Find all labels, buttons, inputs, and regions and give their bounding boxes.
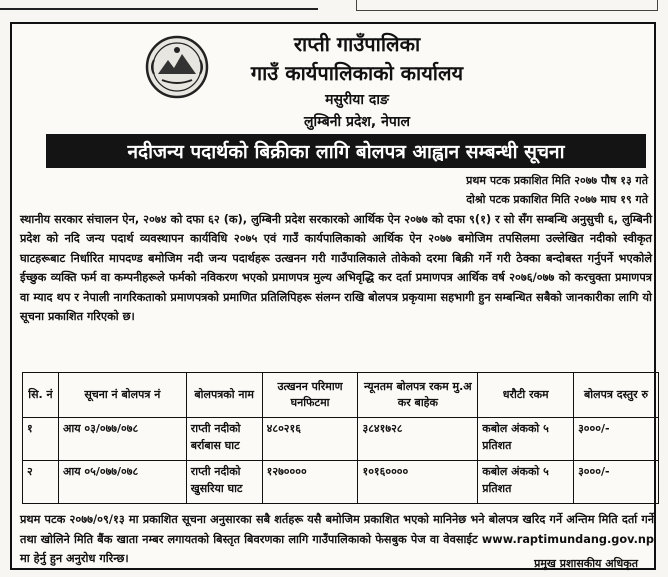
notice-body: स्थानीय सरकार संचालन ऐन, २०७४ को दफा ६२ (क), लुम्बिनी प्रदेश सरकारको आर्थिक ऐन २०७७ को दफा ९(१) र सो सँग सम्बन्धि अनुसुची ६, लुम्बिनी प्रदेश को नदि जन्य पदार्थ व्यवस्थापन कार्यविधि २०७५ एवं गाउँ कार्यपालिकाको आर्थिक ऐन २०७७ बमोजिम तपसिलमा उल्लेखित नदीको स्वीकृत घाटहरूबाट निर्धारित मापदण्ड बमोजिम नदी जन्य पदार्थहरू उत्खनन गरी गाउँपालिकाले तोकेको दरमा बिक्री गर्ने गरी ठेक्का बन्दोबस्त गर्नुपर्ने भएकोले ईच्छुक व्यक्ति फर्म वा कम्पनीहरूले फर्मको नविकरण भएको प्रमाणपत्र मुल्य अभिवृद्धि कर दर्ता प्रमाणपत्र आर्थिक वर्ष २०७६/०७७ को करचुक्ता प्रमाणपत्र वा म्याद थप र नेपाली नागरिकताको प्रमाणपत्रको प्रमाणित प्रतिलिपिहरू संलग्न राखि बोलपत्र प्रकृयामा सहभागी हुन सम्बन्धित सबैको जानकारीका लागि यो सूचना प्रकाशित गरिएको छ। xyxy=(20,213,652,324)
column-header: बोलपत्रको नाम xyxy=(186,373,262,418)
notice-title-banner xyxy=(46,134,646,168)
notice-frame xyxy=(10,22,656,570)
office-name: गाउँ कार्यपालिकाको कार्यालय xyxy=(250,61,464,85)
table-cell: ४८०२१६ xyxy=(262,418,358,461)
bid-table xyxy=(22,372,659,504)
table-row xyxy=(23,418,659,461)
notice-title: नदीजन्य पदार्थको बिक्रीका लागि बोलपत्र आह्वान सम्बन्धी सूचना xyxy=(127,141,565,163)
scan-box-right xyxy=(356,0,658,11)
table-row xyxy=(23,461,659,504)
table-cell: राप्ती नदीको बर्राबास घाट xyxy=(186,418,262,461)
table-cell: २ xyxy=(23,461,59,504)
column-header: उत्खनन परिमाण घनफिटमा xyxy=(262,373,358,418)
first-publication-date: प्रथम पटक प्रकाशित मिति २०७७ पौष १३ गते xyxy=(466,174,648,187)
table-cell: १०१६०००० xyxy=(358,461,478,504)
column-header: न्यूनतम बोलपत्र रकम मु.अ कर बाहेक xyxy=(358,373,478,418)
table-cell: राप्ती नदीको खुसरिया घाट xyxy=(186,461,262,504)
table-cell: कबोल अंकको ५ प्रतिशत xyxy=(478,418,574,461)
table-header-row xyxy=(23,373,659,418)
table-cell: १ xyxy=(23,418,59,461)
province-name: लुम्बिनी प्रदेश, नेपाल xyxy=(304,114,410,130)
table-cell: आय ०५/०७७/०७८ xyxy=(58,461,186,504)
column-header: बोलपत्र दस्तुर रु xyxy=(574,373,659,418)
table-cell: ३०००/- xyxy=(574,418,659,461)
table-cell: १२७०००० xyxy=(262,461,358,504)
municipality-name: राप्ती गाउँपालिका xyxy=(293,32,421,56)
second-publication-date: दोश्रो पटक प्रकाशित मिति २०७७ माघ १९ गते xyxy=(466,193,648,206)
column-header: सि. नं xyxy=(23,373,59,418)
table-cell: कबोल अंकको ५ प्रतिशत xyxy=(478,461,574,504)
column-header: सूचना नं बोलपत्र नं xyxy=(58,373,186,418)
scan-edge xyxy=(0,0,668,22)
column-header: धरौटी रकम xyxy=(478,373,574,418)
notice-footer: प्रथम पटक २०७७/०९/१३ मा प्रकाशित सूचना अनुसारका सबै शर्तहरू यसै बमोजिम प्रकाशित भएको मानिनेछ भने बोलपत्र खरिद गर्ने अन्तिम मिति दर्ता गर्ने तथा खोलिने मिति बैंक खाता नम्बर लगायतको बिस्तृत बिवरणका लागि गाउँपालिकाको फेसबुक पेज वा वेवसाईट www.raptimundang.gov.np मा हेर्नु हुन अनुरोध गरिन्छ। xyxy=(20,513,654,566)
signature-title: प्रमुख प्रशासकीय अधिकृत xyxy=(534,557,638,570)
table-cell: ३८४१७२८ xyxy=(358,418,478,461)
scan-rule-left xyxy=(0,8,318,10)
table-cell: आय ०३/०७७/०७८ xyxy=(58,418,186,461)
table-cell: ३०००/- xyxy=(574,461,659,504)
office-location: मसुरीया दाङ xyxy=(325,92,389,108)
